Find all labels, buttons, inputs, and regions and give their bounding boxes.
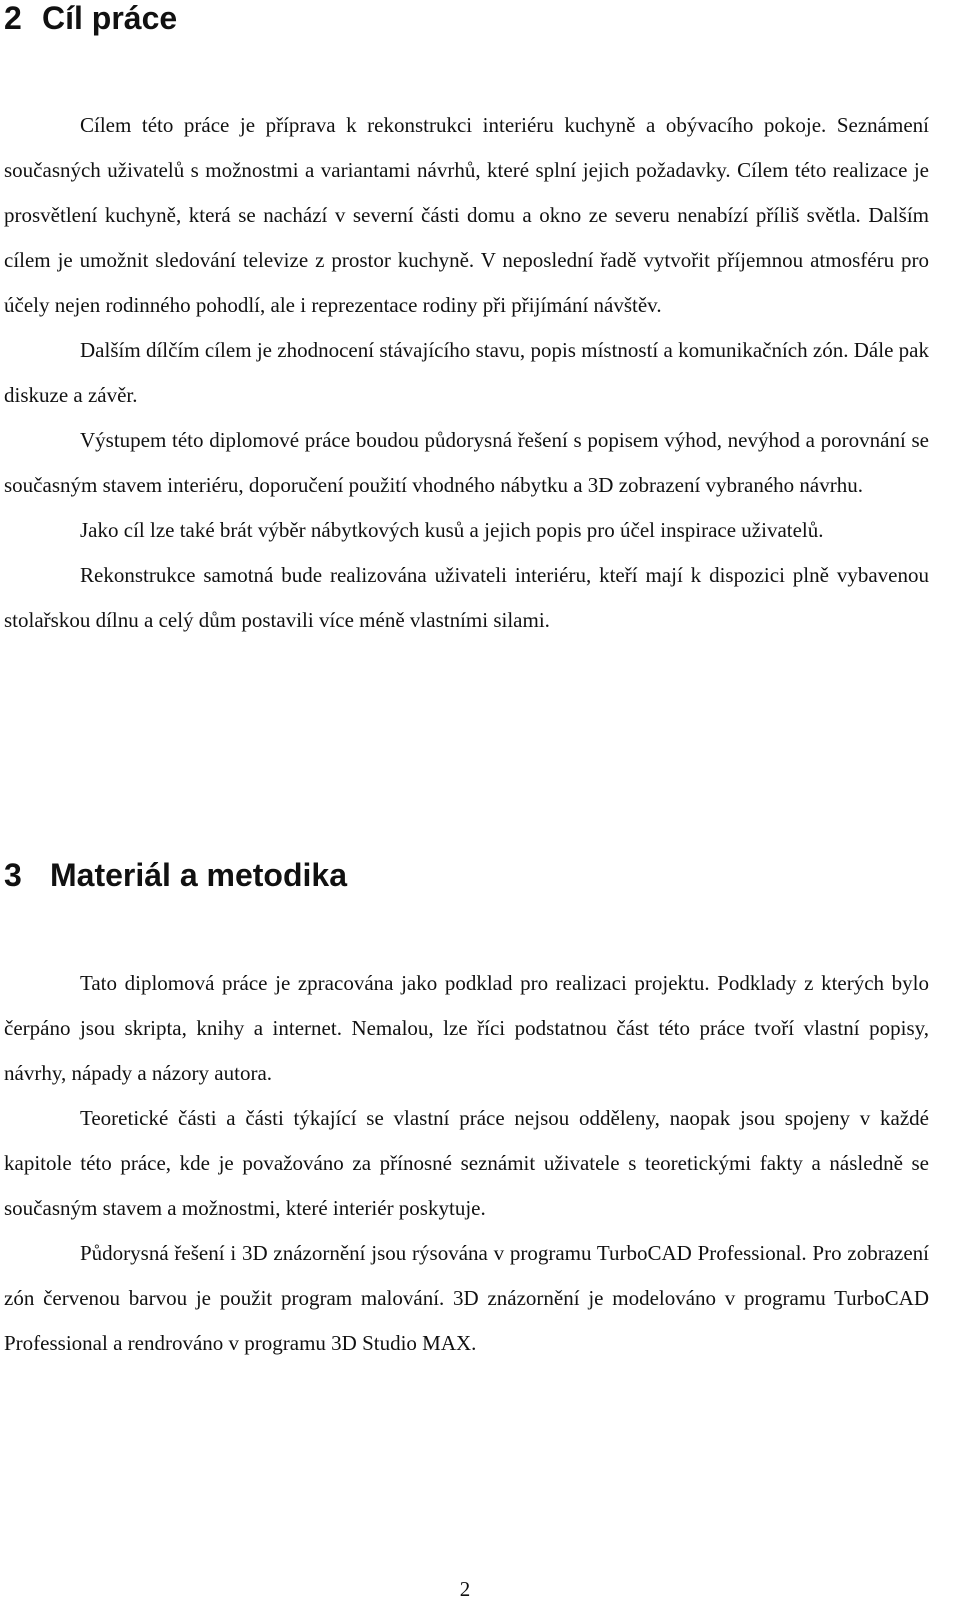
paragraph: Výstupem této diplomové práce boudou půdorysná řešení s popisem výhod, nevýhod a porovnání se současným stavem interiéru, doporučení použití vhodného nábytku a 3D zobrazení vybraného návrhu.: [4, 428, 929, 497]
paragraph: Tato diplomová práce je zpracována jako podklad pro realizaci projektu. Podklady z kterých bylo čerpáno jsou skripta, knihy a internet. Nemalou, lze říci podstatnou část této práce tvoří vlastní popisy, návrhy, nápady a názory autora.: [4, 971, 929, 1085]
chapter-title: Materiál a metodika: [50, 857, 347, 893]
chapter-title: Cíl práce: [42, 0, 178, 36]
paragraph: Teoretické části a části týkající se vlastní práce nejsou odděleny, naopak jsou spojeny v každé kapitole této práce, kde je považováno za přínosné seznámit uživatele s teoretickými fakty a následně se současným stavem a možnostmi, které interiér poskytuje.: [4, 1106, 929, 1220]
chapter-number: 2: [4, 0, 22, 36]
page-number: 2: [459, 1577, 471, 1601]
paragraph: Jako cíl lze také brát výběr nábytkových kusů a jejich popis pro účel inspirace uživatelů.: [80, 518, 824, 542]
chapter-heading-2: [4, 0, 177, 36]
paragraph: Rekonstrukce samotná bude realizována uživateli interiéru, kteří mají k dispozici plně vybavenou stolařskou dílnu a celý dům postavili více méně vlastními silami.: [4, 563, 929, 632]
chapter-heading-3: [4, 857, 347, 893]
chapter-number: 3: [4, 857, 22, 893]
paragraph: Dalším dílčím cílem je zhodnocení stávajícího stavu, popis místností a komunikačních zón. Dále pak diskuze a závěr.: [4, 338, 929, 407]
paragraph: Půdorysná řešení i 3D znázornění jsou rýsována v programu TurboCAD Professional. Pro zobrazení zón červenou barvou je použit program malování. 3D znázornění je modelováno v programu TurboCAD Professional a rendrováno v programu 3D Studio MAX.: [4, 1241, 929, 1355]
chapter-3-body: [4, 961, 929, 1366]
paragraph: Cílem této práce je příprava k rekonstrukci interiéru kuchyně a obývacího pokoje. Seznámení současných uživatelů s možnostmi a variantami návrhů, které splní jejich požadavky. Cílem této realizace je prosvětlení kuchyně, která se nachází v severní části domu a okno ze severu nenabízí příliš světla. Dalším cílem je umožnit sledování televize z prostor kuchyně. V neposlední řadě vytvořit příjemnou atmosféru pro účely nejen rodinného pohodlí, ale i reprezentace rodiny při přijímání návštěv.: [4, 113, 929, 317]
chapter-2-body: [4, 103, 929, 643]
